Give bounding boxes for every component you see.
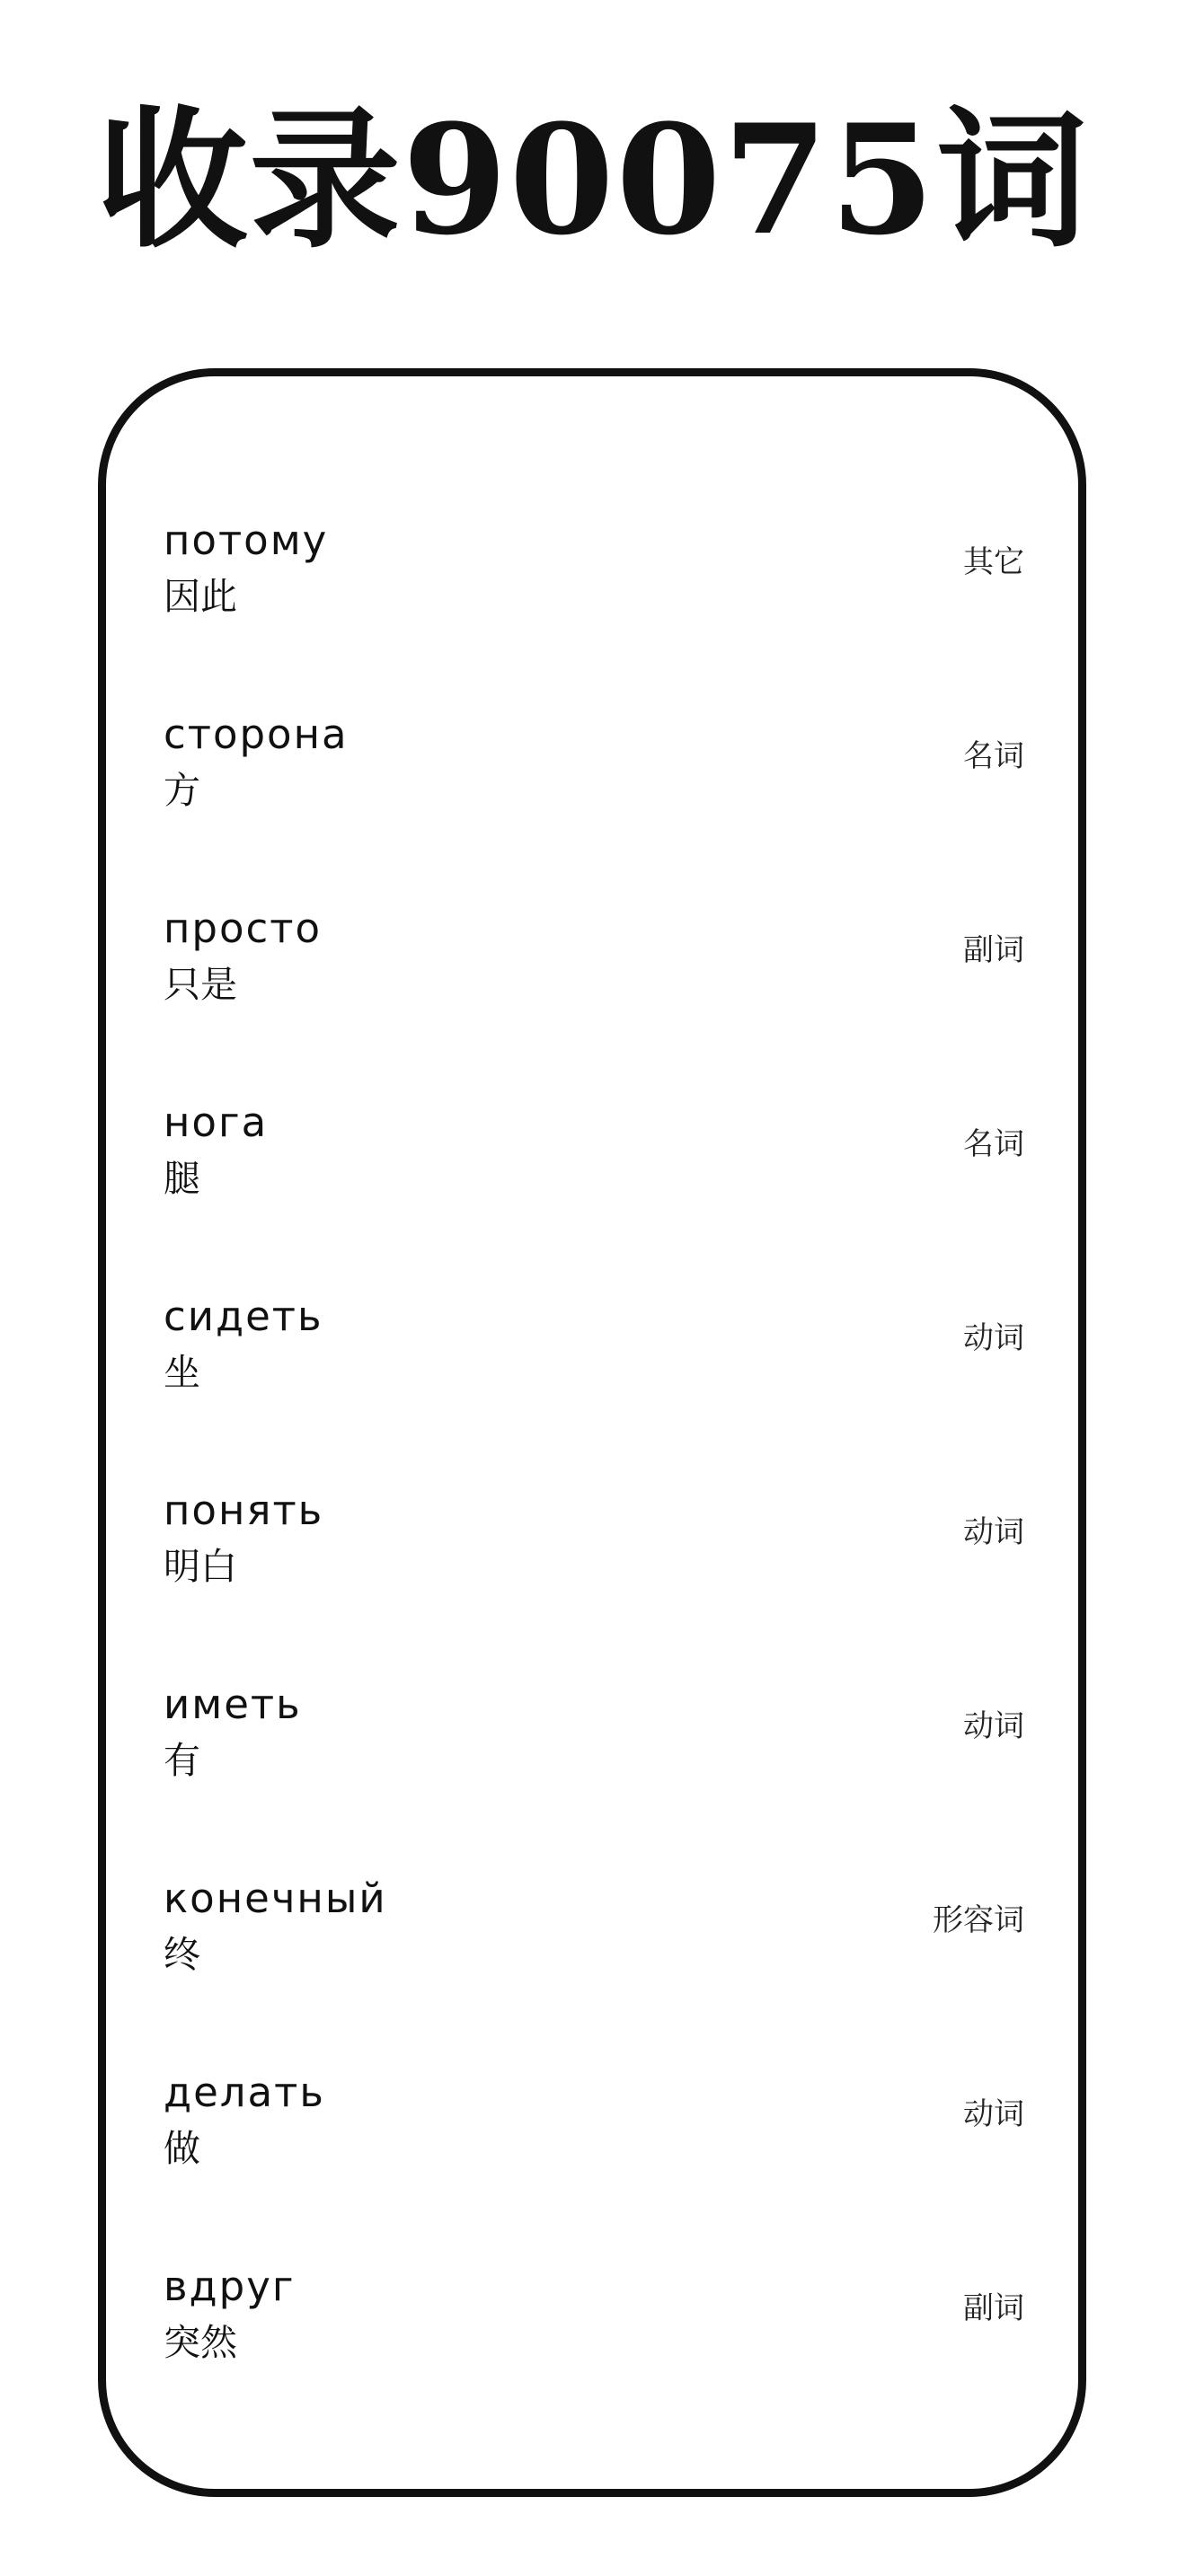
word-row[interactable] bbox=[106, 1098, 1078, 1277]
russian-word: вдруг bbox=[164, 2263, 296, 2310]
word-row[interactable] bbox=[106, 904, 1078, 1083]
word-row[interactable] bbox=[106, 710, 1078, 889]
chinese-meaning: 做 bbox=[164, 2127, 200, 2170]
word-row[interactable] bbox=[106, 1292, 1078, 1471]
part-of-speech-tag: 其它 bbox=[963, 544, 1024, 580]
chinese-meaning: 明白 bbox=[164, 1545, 237, 1588]
chinese-meaning: 腿 bbox=[164, 1157, 200, 1200]
word-row[interactable] bbox=[106, 1680, 1078, 1859]
russian-word: просто bbox=[164, 904, 323, 952]
part-of-speech-tag: 副词 bbox=[963, 2290, 1024, 2326]
part-of-speech-tag: 名词 bbox=[963, 738, 1024, 774]
part-of-speech-tag: 名词 bbox=[963, 1126, 1024, 1162]
headline: 收录90075词 bbox=[96, 91, 1090, 269]
word-row[interactable] bbox=[106, 2068, 1078, 2247]
chinese-meaning: 有 bbox=[164, 1739, 200, 1782]
russian-word: иметь bbox=[164, 1681, 302, 1728]
word-row[interactable] bbox=[106, 516, 1078, 695]
part-of-speech-tag: 动词 bbox=[963, 1514, 1024, 1550]
word-row[interactable] bbox=[106, 1874, 1078, 2053]
russian-word: понять bbox=[164, 1486, 324, 1534]
chinese-meaning: 因此 bbox=[164, 575, 237, 618]
part-of-speech-tag: 副词 bbox=[963, 932, 1024, 968]
russian-word: потому bbox=[164, 516, 329, 564]
russian-word: сторона bbox=[164, 710, 349, 758]
russian-word: конечный bbox=[164, 1875, 387, 1922]
russian-word: сидеть bbox=[164, 1292, 323, 1340]
word-row[interactable] bbox=[106, 2262, 1078, 2441]
chinese-meaning: 突然 bbox=[164, 2321, 237, 2364]
russian-word: нога bbox=[164, 1098, 269, 1146]
chinese-meaning: 坐 bbox=[164, 1351, 200, 1394]
part-of-speech-tag: 形容词 bbox=[933, 1902, 1024, 1938]
chinese-meaning: 方 bbox=[164, 769, 200, 812]
chinese-meaning: 终 bbox=[164, 1933, 200, 1976]
phone-frame bbox=[98, 368, 1086, 2497]
part-of-speech-tag: 动词 bbox=[963, 1320, 1024, 1356]
part-of-speech-tag: 动词 bbox=[963, 1708, 1024, 1744]
russian-word: делать bbox=[164, 2069, 325, 2116]
chinese-meaning: 只是 bbox=[164, 963, 237, 1006]
word-row[interactable] bbox=[106, 1486, 1078, 1665]
part-of-speech-tag: 动词 bbox=[963, 2096, 1024, 2132]
